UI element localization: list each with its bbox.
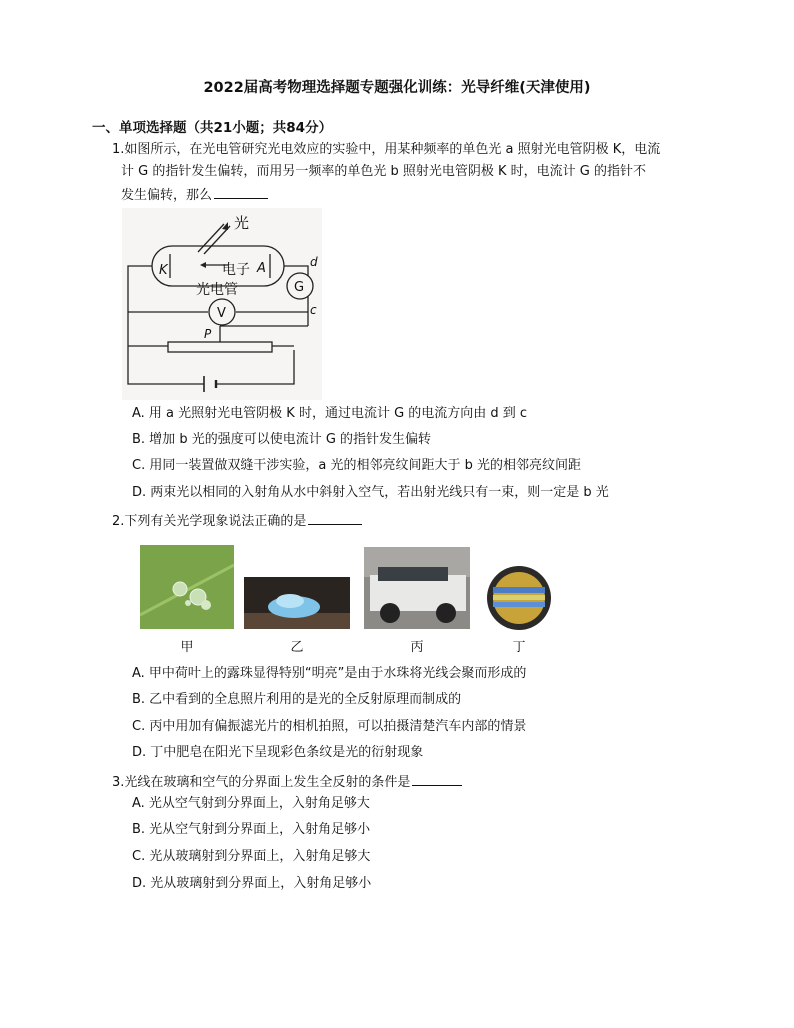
label-voltmeter: V <box>217 306 226 321</box>
caption-jia: 甲 <box>180 640 194 655</box>
question-number: 1. <box>112 142 125 157</box>
photo-dewdrops-on-lotus-leaf <box>140 545 234 629</box>
question-2-option-c: C. 丙中用加有偏振滤光片的相机拍照，可以拍摄清楚汽车内部的情景 <box>132 719 527 734</box>
label-cathode: K <box>159 263 168 278</box>
label-galvanometer: G <box>294 280 305 295</box>
question-1-option-d: D. 两束光以相同的入射角从水中斜射入空气，若出射光线只有一束，则一定是 b 光 <box>132 485 609 500</box>
question-3-option-b: B. 光从空气射到分界面上，入射角足够小 <box>132 822 371 837</box>
question-2-option-d: D. 丁中肥皂在阳光下呈现彩色条纹是光的衍射现象 <box>132 745 424 760</box>
question-1-option-c: C. 用同一装置做双缝干涉实验，a 光的相邻亮纹间距大于 b 光的相邻亮纹间距 <box>132 458 581 473</box>
answer-blank <box>412 773 462 786</box>
caption-ding: 丁 <box>512 640 526 655</box>
question-1-line-2: 计 G 的指针发生偏转，而用另一频率的单色光 b 照射光电管阴极 K 时，电流计 G 的指针不 <box>121 164 646 179</box>
question-2-option-a: A. 甲中荷叶上的露珠显得特别“明亮”是由于水珠将光线会聚而形成的 <box>132 666 527 681</box>
label-p: P <box>204 327 212 341</box>
photo-holographic-car <box>244 577 350 629</box>
page-title: 2022届高考物理选择题专题强化训练：光导纤维(天津使用) <box>203 80 591 96</box>
question-1-line-3: 发生偏转，那么 <box>121 186 268 204</box>
label-c: c <box>310 303 317 317</box>
question-number: 3. <box>112 775 125 790</box>
caption-bing: 丙 <box>410 640 424 655</box>
question-number: 2. <box>112 514 125 529</box>
question-2-option-b: B. 乙中看到的全息照片利用的是光的全反射原理而制成的 <box>132 692 462 707</box>
label-light: 光 <box>234 214 250 232</box>
caption-yi: 乙 <box>290 640 304 655</box>
photoelectric-circuit-diagram <box>122 208 322 400</box>
photo-soap-film-colors <box>486 565 552 631</box>
answer-blank <box>214 186 268 199</box>
label-electron: 电子 <box>222 262 250 278</box>
question-2-stem: 2.下列有关光学现象说法正确的是 <box>112 512 362 530</box>
question-3-stem: 3.光线在玻璃和空气的分界面上发生全反射的条件是 <box>112 773 462 791</box>
answer-blank <box>308 512 362 525</box>
photo-white-suv <box>364 547 470 629</box>
question-3-option-c: C. 光从玻璃射到分界面上，入射角足够大 <box>132 849 371 864</box>
section-heading: 一、单项选择题（共21小题；共84分） <box>92 120 333 136</box>
question-3-option-d: D. 光从玻璃射到分界面上，入射角足够小 <box>132 876 372 891</box>
question-3-option-a: A. 光从空气射到分界面上，入射角足够大 <box>132 796 370 811</box>
question-1-option-a: A. 用 a 光照射光电管阴极 K 时，通过电流计 G 的电流方向由 d 到 c <box>132 406 528 421</box>
label-anode: A <box>257 261 266 276</box>
question-1-option-b: B. 增加 b 光的强度可以使电流计 G 的指针发生偏转 <box>132 432 432 447</box>
label-d: d <box>310 255 318 269</box>
label-phototube: 光电管 <box>196 282 238 298</box>
question-1-line-1: 1.如图所示，在光电管研究光电效应的实验中，用某种频率的单色光 a 照射光电管阴极 K，电流 <box>112 142 661 157</box>
